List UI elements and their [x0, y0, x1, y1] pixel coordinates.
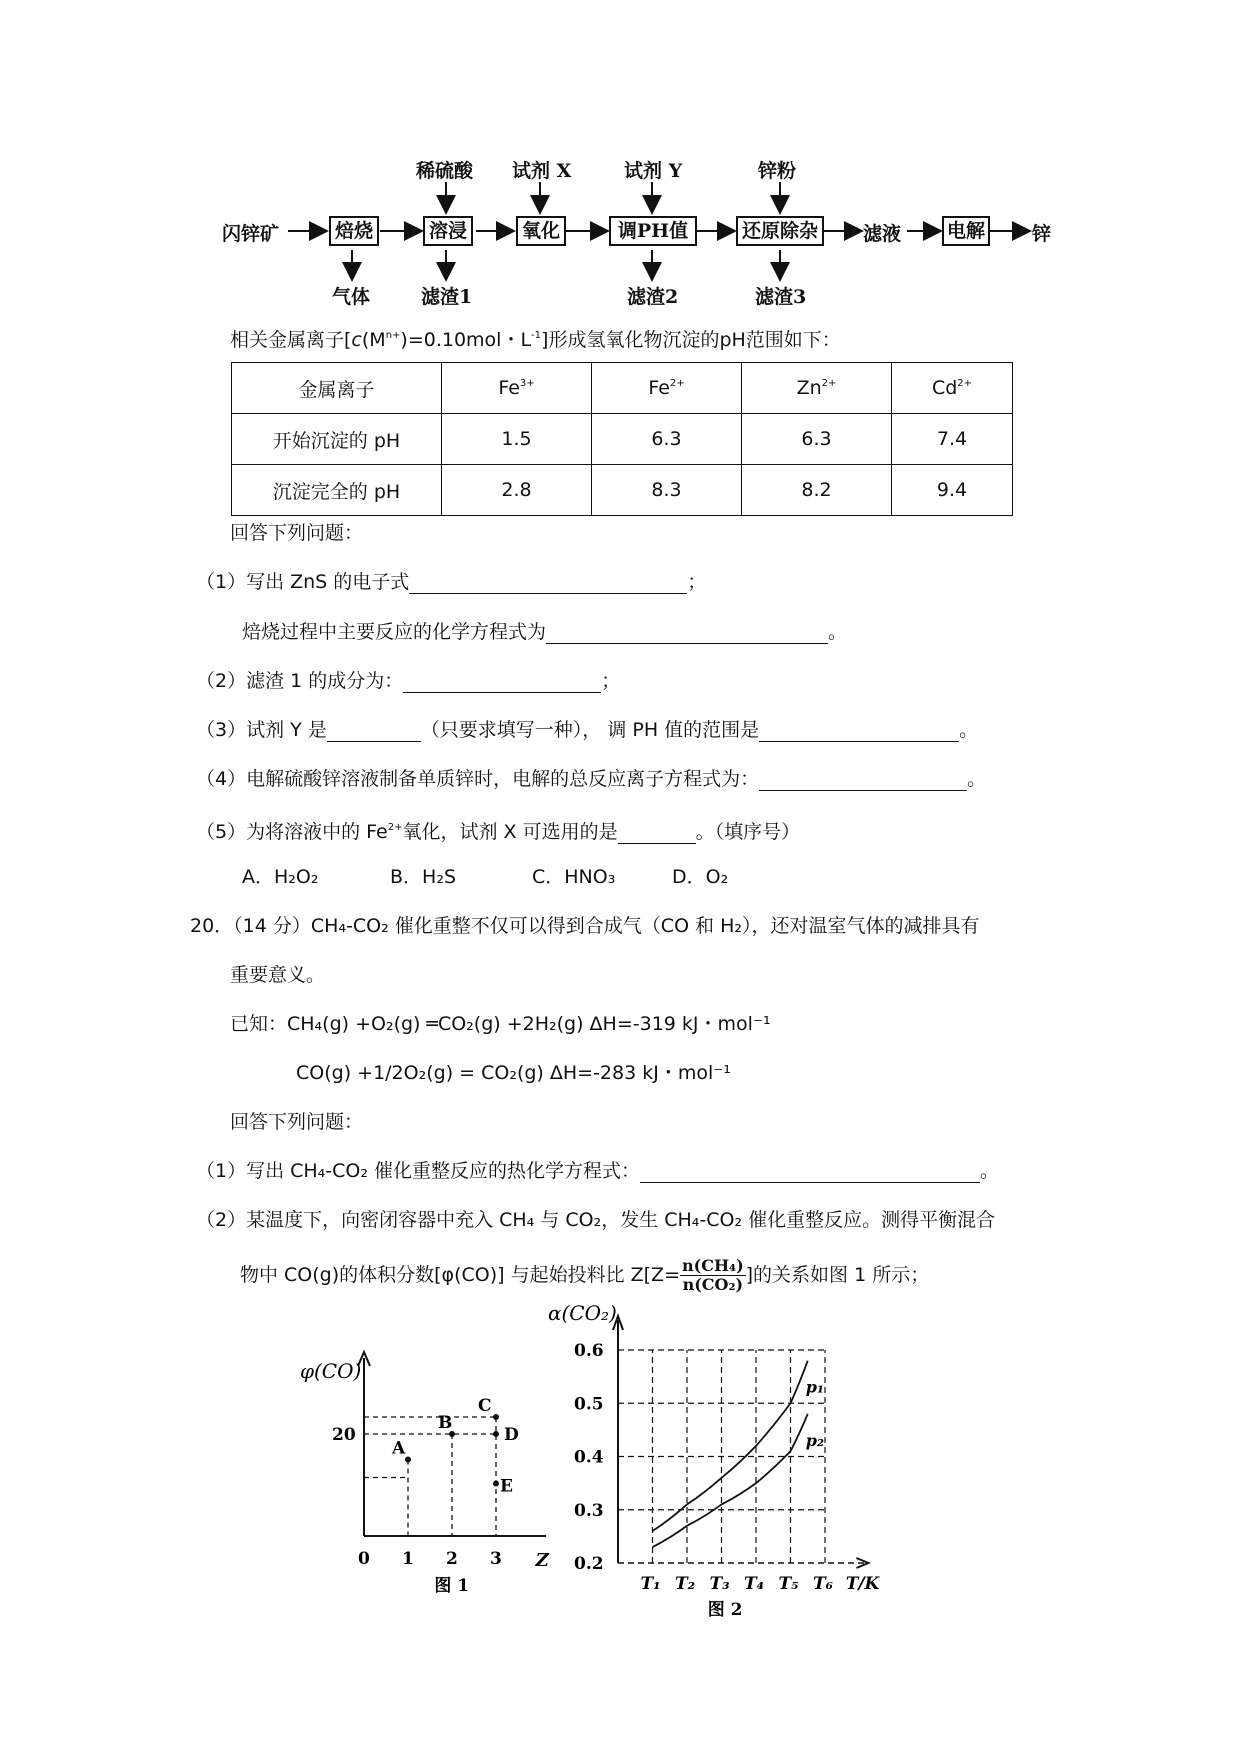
fig1-caption: 图 1 — [434, 1576, 470, 1596]
fig2-xtick: T₆ — [813, 1574, 834, 1594]
q20-head: 20．（14 分）CH₄-CO₂ 催化重整不仅可以得到合成气（CO 和 H₂），还对温室气体的减排具有 — [190, 915, 980, 937]
q20-head2: 重要意义。 — [230, 964, 326, 986]
fig1-point-label: E — [500, 1476, 513, 1497]
q20-2a: （2）某温度下，向密闭容器中充入 CH₄ 与 CO₂，发生 CH₄-CO₂ 催化重整反应。测得平衡混合 — [196, 1209, 996, 1231]
table-row — [232, 465, 1013, 516]
q20-prompt: 回答下列问题： — [230, 1111, 364, 1133]
option-b[interactable]: B．H₂S — [390, 866, 456, 888]
q20-1: （1）写出 CH₄-CO₂ 催化重整反应的热化学方程式： 。 — [196, 1160, 1000, 1182]
flow-input-y: 试剂 Y — [624, 160, 683, 182]
ratio-fraction: $\frac{\text{n(CH₄)}}{\text{n(CO₂)}}$ — [682, 1256, 744, 1294]
fig1-xtick: 0 — [358, 1549, 370, 1569]
ion-ph-table — [231, 362, 1013, 516]
q19-3: （3）试剂 Y 是 （只要求填写一种）， 调 PH 值的范围是 。 — [196, 719, 979, 741]
fig2-xtick: T₃ — [709, 1574, 730, 1594]
fig1-point-label: A — [392, 1438, 406, 1459]
flow-step-electrolysis: 电解 — [942, 216, 990, 246]
fig1-point — [493, 1431, 499, 1437]
flow-input-acid: 稀硫酸 — [416, 160, 474, 182]
fig2-series-label: p₂ — [805, 1430, 824, 1450]
answer-blank[interactable] — [327, 721, 421, 742]
fig1-point — [493, 1481, 499, 1487]
option-d[interactable]: D．O₂ — [672, 866, 729, 888]
table-header-cell: $Zn^{2+}$ — [742, 363, 892, 414]
flow-output-residue1: 滤渣1 — [421, 286, 473, 308]
q19-4: （4）电解硫酸锌溶液制备单质锌时，电解的总反应离子方程式为： 。 — [196, 768, 987, 790]
fig2-xtick: T₄ — [744, 1574, 765, 1594]
table-cell: 开始沉淀的 pH — [232, 414, 442, 465]
q20-known1: 已知：CH₄(g) +O₂(g) ═CO₂(g) +2H₂(g) ΔH=-319 kJ・mol⁻¹ — [230, 1013, 771, 1035]
flow-start: 闪锌矿 — [222, 223, 280, 245]
q19-1a: （1）写出 ZnS 的电子式 ； — [196, 571, 707, 593]
fig1-point — [493, 1414, 499, 1420]
q19-prompt: 回答下列问题： — [230, 522, 364, 544]
fig2-series-line — [653, 1414, 808, 1547]
fig2-xtick: T₁ — [640, 1574, 661, 1594]
fig2-ytick: 0.6 — [574, 1341, 604, 1361]
table-cell: 8.3 — [592, 465, 742, 516]
flow-step-reduce: 还原除杂 — [736, 216, 824, 246]
table-header-cell: 金属离子 — [232, 363, 442, 414]
table-cell: 8.2 — [742, 465, 892, 516]
fig2-ytick: 0.5 — [574, 1394, 604, 1415]
fig1-ytick: 20 — [332, 1425, 356, 1445]
flow-output-gas: 气体 — [332, 286, 371, 308]
fig2-ytick: 0.2 — [574, 1554, 604, 1574]
figure-1 — [280, 1330, 580, 1600]
figure-2 — [548, 1301, 960, 1620]
fig2-ytick: 0.4 — [574, 1447, 604, 1468]
fig2-ytick: 0.3 — [574, 1500, 604, 1521]
q19-1b: 焙烧过程中主要反应的化学方程式为 。 — [242, 621, 848, 643]
fig2-ylabel: α(CO₂) — [548, 1301, 617, 1325]
flow-filtrate: 滤液 — [863, 223, 902, 245]
table-cell: 沉淀完全的 pH — [232, 465, 442, 516]
table-cell: 6.3 — [592, 414, 742, 465]
fig2-xlabel: T/K — [845, 1574, 880, 1594]
fig2-xtick: T₅ — [778, 1574, 799, 1594]
q19-2: （2）滤渣 1 的成分为： ； — [196, 670, 621, 692]
flow-step-leach: 溶浸 — [423, 216, 473, 246]
fig2-caption: 图 2 — [707, 1600, 743, 1620]
fig2-series-line — [653, 1361, 808, 1531]
table-cell: 2.8 — [442, 465, 592, 516]
flow-output-residue2: 滤渣2 — [627, 286, 679, 308]
flow-product: 锌 — [1032, 223, 1052, 245]
flow-input-zinc: 锌粉 — [758, 160, 797, 182]
flow-step-adjust-ph: 调PH值 — [609, 216, 697, 246]
fig2-xtick: T₂ — [675, 1574, 696, 1594]
flow-arrows — [0, 0, 1241, 320]
q20-2b: 物中 CO(g)的体积分数[φ(CO)] 与起始投料比 Z[Z= $\frac{\text{n(CH₄)}}{\text{n(CO₂)}}$ ]的关系如图 1 所示； — [240, 1256, 930, 1294]
fig1-ylabel: φ(CO) — [300, 1359, 362, 1383]
table-header-row — [232, 363, 1013, 414]
table-intro: 相关金属离子[$c(M^{n+})=0.10mol$・$L^{-1}$]形成氢氧化物沉淀的pH范围如下： — [230, 329, 841, 351]
flow-step-oxidize: 氧化 — [516, 216, 566, 246]
fig1-point — [405, 1457, 411, 1463]
table-header-cell: $Fe^{2+}$ — [592, 363, 742, 414]
table-row — [232, 414, 1013, 465]
answer-blank[interactable] — [640, 1162, 980, 1183]
answer-blank[interactable] — [409, 573, 687, 594]
fig1-xtick: 3 — [490, 1549, 502, 1569]
answer-blank[interactable] — [403, 672, 601, 693]
fig1-point-label: B — [438, 1413, 453, 1433]
answer-blank[interactable] — [546, 623, 828, 644]
fig2-series-label: p₁ — [805, 1377, 824, 1397]
option-a[interactable]: A．H₂O₂ — [242, 866, 319, 888]
fig1-xtick: 2 — [446, 1549, 458, 1569]
fig1-xlabel: Z — [535, 1550, 549, 1571]
q19-5: （5）为将溶液中的 $Fe^{2+}$氧化，试剂 X 可选用的是 。（填序号） — [196, 821, 801, 843]
flow-step-roast: 焙烧 — [329, 216, 379, 246]
table-header-cell: $Fe^{3+}$ — [442, 363, 592, 414]
table-cell: 9.4 — [892, 465, 1013, 516]
flow-input-x: 试剂 X — [512, 160, 572, 182]
q19-options — [242, 865, 728, 889]
fig1-xtick: 1 — [402, 1549, 414, 1569]
table-header-cell: $Cd^{2+}$ — [892, 363, 1013, 414]
answer-blank[interactable] — [759, 770, 967, 791]
answer-blank[interactable] — [618, 823, 696, 844]
table-cell: 6.3 — [742, 414, 892, 465]
fig1-point-label: D — [504, 1425, 519, 1445]
option-c[interactable]: C．HNO₃ — [532, 866, 616, 888]
flow-output-residue3: 滤渣3 — [755, 286, 807, 308]
table-cell: 1.5 — [442, 414, 592, 465]
answer-blank[interactable] — [759, 721, 959, 742]
table-cell: 7.4 — [892, 414, 1013, 465]
fig1-point-label: C — [478, 1396, 492, 1416]
q20-known2: CO(g) +1/2O₂(g) = CO₂(g) ΔH=-283 kJ・mol⁻¹ — [296, 1062, 731, 1084]
